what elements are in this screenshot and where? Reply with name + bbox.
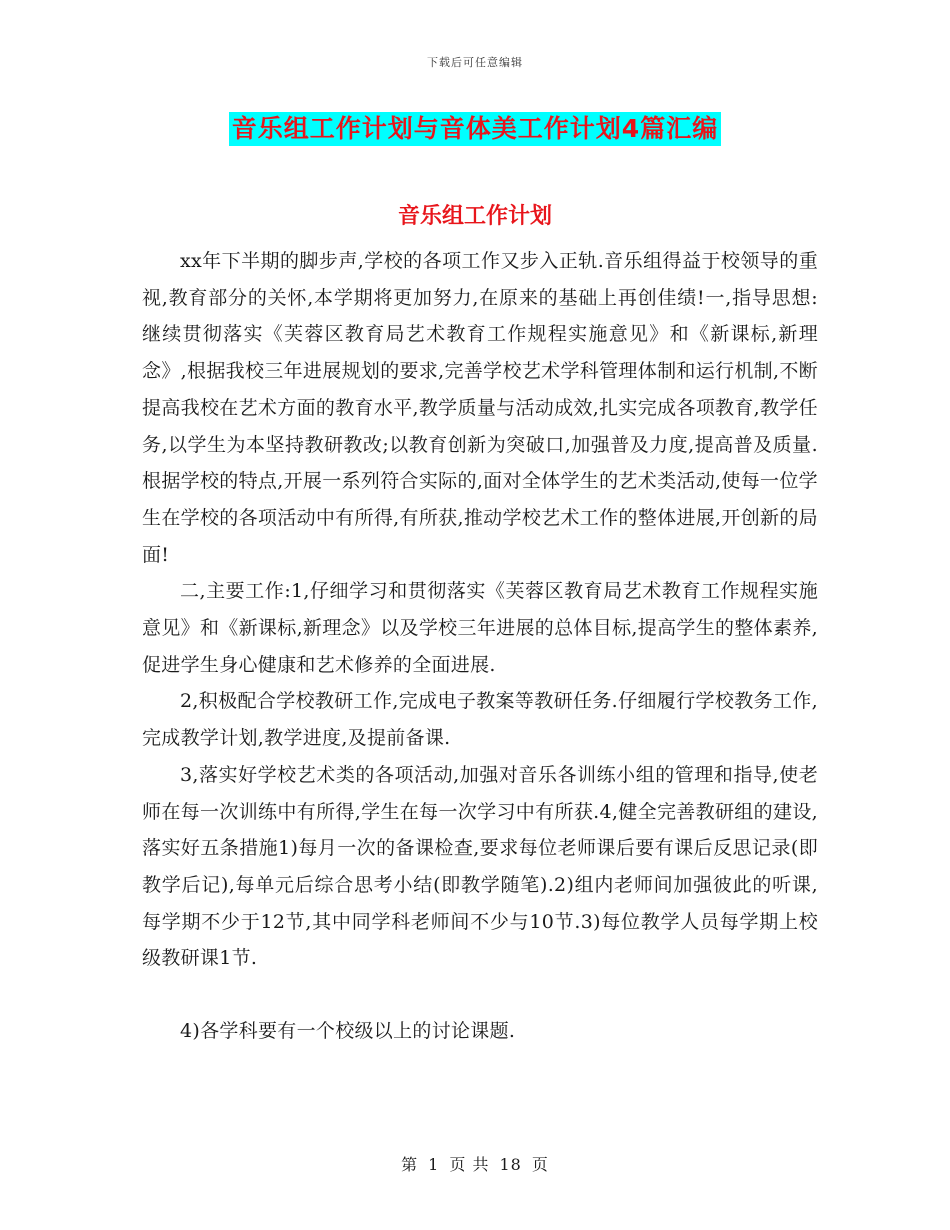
footer-mid: 页 共 bbox=[449, 1155, 490, 1174]
section-title: 音乐组工作计划 bbox=[397, 204, 552, 229]
footer-current-page: 1 bbox=[428, 1155, 440, 1174]
document-title: 音乐组工作计划与音体美工作计划4篇汇编 bbox=[229, 112, 721, 146]
document-title-container bbox=[0, 112, 950, 146]
paragraph-intro: xx年下半期的脚步声,学校的各项工作又步入正轨.音乐组得益于校领导的重视,教育部分的关怀,本学期将更加努力,在原来的基础上再创佳绩!一,指导思想:继续贯彻落实《芙蓉区教育局艺术教育工作规程实施意见》和《新课标,新理念》,根据我校三年进展规划的要求,完善学校艺术学科管理体制和运行机制,不断提高我校在艺术方面的教育水平,教学质量与活动成效,扎实完成各项教育,教学任务,以学生为本坚持教研教改;以教育创新为突破口,加强普及力度,提高普及质量.根据学校的特点,开展一系列符合实际的,面对全体学生的艺术类活动,使每一位学生在学校的各项活动中有所得,有所获,推动学校艺术工作的整体进展,开创新的局面! bbox=[142, 250, 818, 566]
footer-suffix: 页 bbox=[531, 1155, 549, 1174]
page-header-note: 下载后可任意编辑 bbox=[427, 56, 523, 69]
document-body bbox=[142, 243, 818, 1050]
paragraph-subitem-4: 4)各学科要有一个校级以上的讨论课题. bbox=[180, 1020, 516, 1043]
paragraph-item-2: 2,积极配合学校教研工作,完成电子教案等教研任务.仔细履行学校教务工作,完成教学计划,教学进度,及提前备课. bbox=[142, 690, 818, 750]
footer-prefix: 第 bbox=[401, 1155, 419, 1174]
page-footer bbox=[0, 1152, 950, 1175]
paragraph-item-3-4: 3,落实好学校艺术类的各项活动,加强对音乐各训练小组的管理和指导,使老师在每一次训练中有所得,学生在每一次学习中有所获.4,健全完善教研组的建设,落实好五条措施1)每月一次的备课检查,要求每位老师课后要有课后反思记录(即教学后记),每单元后综合思考小结(即教学随笔).2)组内老师间加强彼此的听课,每学期不少于12节,其中同学科老师间不少与10节.3)每位教学人员每学期上校级教研课1节. bbox=[142, 763, 818, 970]
paragraph-main-work: 二,主要工作:1,仔细学习和贯彻落实《芙蓉区教育局艺术教育工作规程实施意见》和《新课标,新理念》以及学校三年进展的总体目标,提高学生的整体素养,促进学生身心健康和艺术修养的全面进展. bbox=[142, 580, 818, 676]
footer-total-pages: 18 bbox=[499, 1155, 522, 1174]
